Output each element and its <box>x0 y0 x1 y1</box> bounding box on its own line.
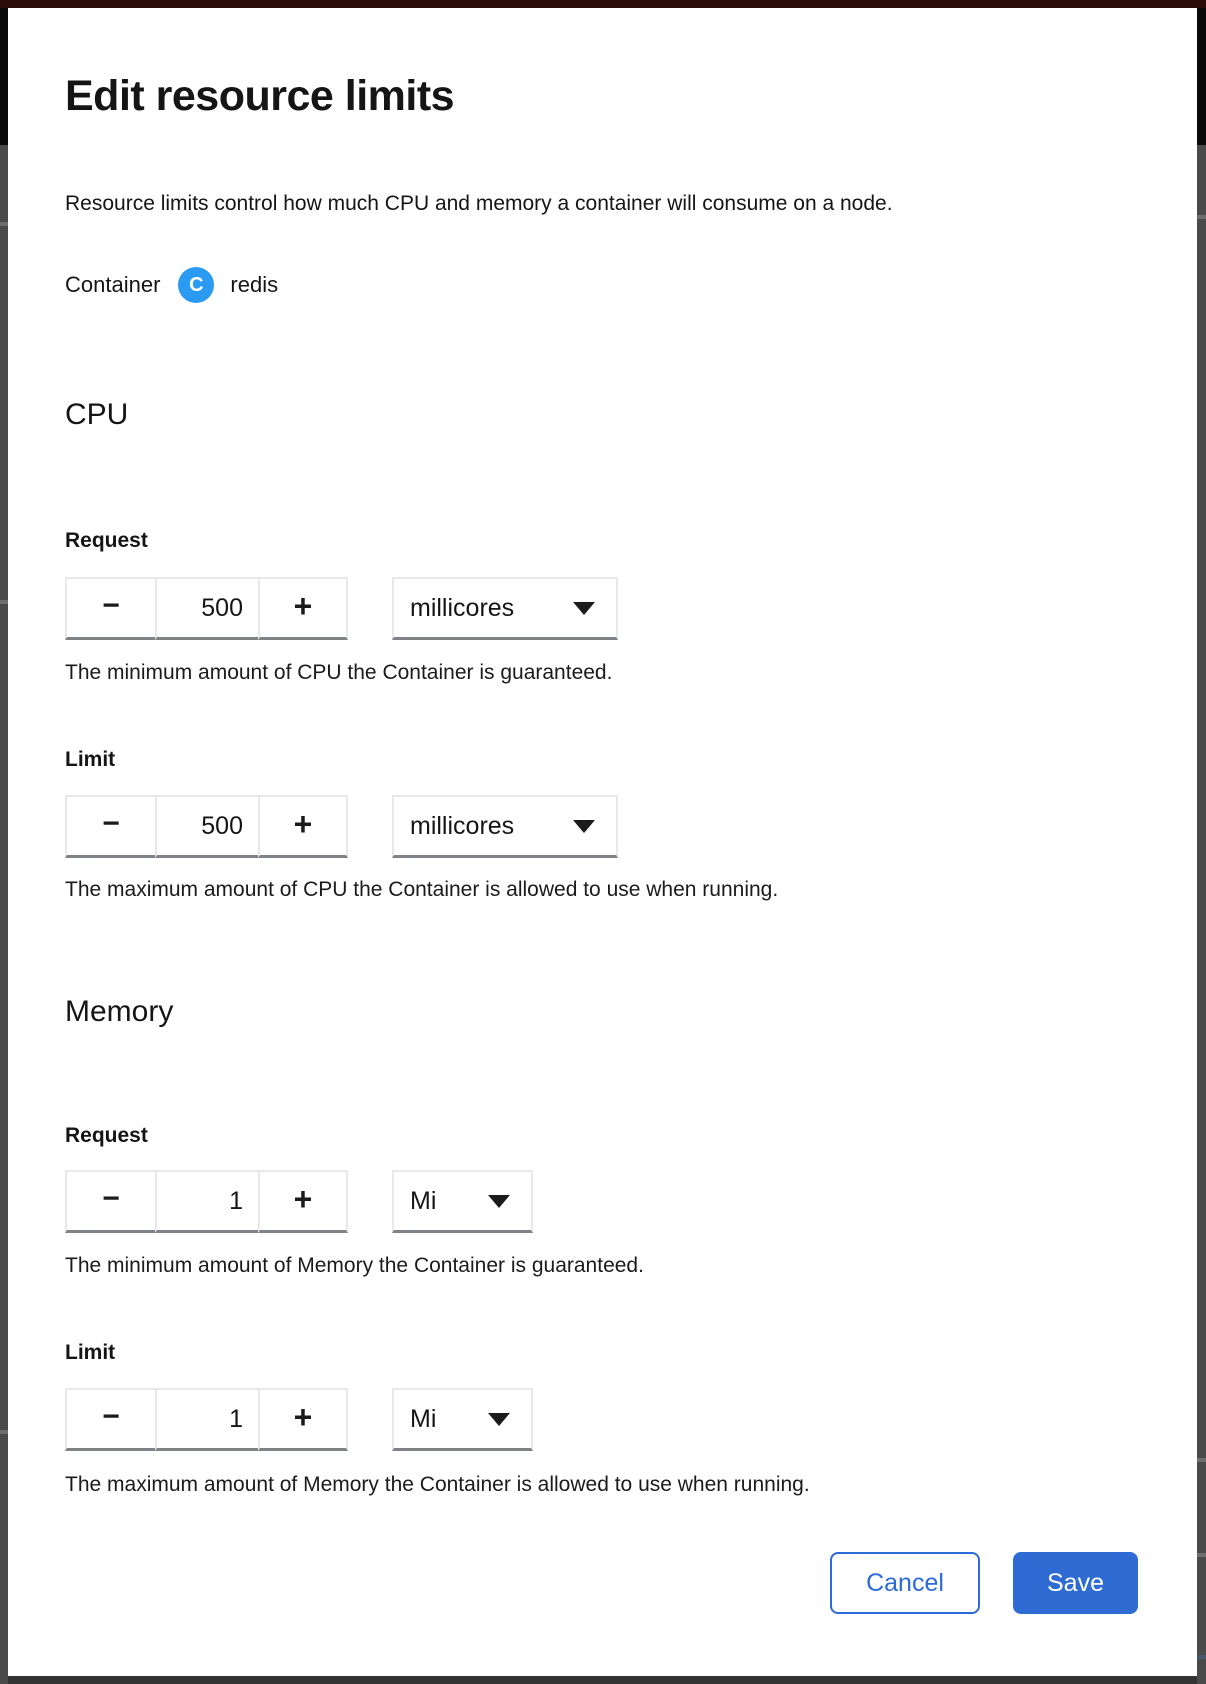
cpu-request-row <box>65 577 1138 640</box>
unit-select-value: Mi <box>410 1186 437 1215</box>
cpu-request-unit-select[interactable] <box>392 577 618 640</box>
plus-button[interactable]: + <box>258 577 348 640</box>
modal-footer <box>65 1552 1138 1614</box>
minus-button[interactable]: − <box>65 1170 157 1233</box>
minus-button[interactable]: − <box>65 1388 157 1451</box>
memory-limit-row <box>65 1388 1138 1451</box>
memory-limit-input[interactable] <box>155 1388 260 1451</box>
caret-down-icon <box>488 1195 510 1208</box>
caret-down-icon <box>573 602 595 615</box>
modal-description: Resource limits control how much CPU and memory a container will consume on a node. <box>65 192 893 215</box>
edit-resource-limits-modal <box>8 8 1197 1676</box>
cpu-limit-help: The maximum amount of CPU the Container is allowed to use when running. <box>65 878 779 901</box>
memory-request-input[interactable] <box>155 1170 260 1233</box>
backdrop-left-bar <box>0 8 8 1684</box>
backdrop-divider <box>0 222 8 226</box>
backdrop-divider <box>0 1430 8 1434</box>
cancel-button[interactable]: Cancel <box>830 1552 980 1614</box>
backdrop-bottom-bar <box>8 1676 1197 1684</box>
plus-button[interactable]: + <box>258 795 348 858</box>
unit-select-value: millicores <box>410 593 515 622</box>
modal-title: Edit resource limits <box>65 72 455 120</box>
save-button[interactable]: Save <box>1013 1552 1138 1614</box>
section-heading-memory: Memory <box>65 995 174 1028</box>
cpu-request-input[interactable] <box>155 577 260 640</box>
cpu-limit-stepper <box>65 795 348 858</box>
plus-button[interactable]: + <box>258 1170 348 1233</box>
backdrop-left-masthead <box>0 8 8 145</box>
container-row <box>65 265 1138 305</box>
unit-select-value: millicores <box>410 811 515 840</box>
container-badge-icon: C <box>178 267 214 303</box>
memory-limit-unit-select[interactable] <box>392 1388 533 1451</box>
plus-button[interactable]: + <box>258 1388 348 1451</box>
cpu-request-stepper <box>65 577 348 640</box>
backdrop-right-masthead <box>1197 8 1206 145</box>
field-label-cpu-request: Request <box>65 529 148 552</box>
backdrop-divider <box>0 600 8 604</box>
caret-down-icon <box>573 820 595 833</box>
container-name: redis <box>230 272 279 297</box>
container-label: Container <box>65 272 161 297</box>
minus-button[interactable]: − <box>65 577 157 640</box>
minus-button[interactable]: − <box>65 795 157 858</box>
backdrop-top-bar <box>0 0 1206 8</box>
backdrop-divider <box>1197 1655 1206 1659</box>
backdrop-right-bar <box>1197 8 1206 1684</box>
backdrop-divider <box>1197 215 1206 219</box>
backdrop-divider <box>1197 1553 1206 1557</box>
cpu-limit-row <box>65 795 1138 858</box>
memory-request-stepper <box>65 1170 348 1233</box>
cpu-limit-unit-select[interactable] <box>392 795 618 858</box>
section-heading-cpu: CPU <box>65 398 129 431</box>
backdrop-divider <box>1197 1458 1206 1462</box>
caret-down-icon <box>488 1413 510 1426</box>
field-label-memory-request: Request <box>65 1124 148 1147</box>
memory-request-unit-select[interactable] <box>392 1170 533 1233</box>
field-label-memory-limit: Limit <box>65 1341 116 1364</box>
memory-request-row <box>65 1170 1138 1233</box>
memory-limit-stepper <box>65 1388 348 1451</box>
unit-select-value: Mi <box>410 1404 437 1433</box>
field-label-cpu-limit: Limit <box>65 748 116 771</box>
cpu-limit-input[interactable] <box>155 795 260 858</box>
cpu-request-help: The minimum amount of CPU the Container is guaranteed. <box>65 661 613 684</box>
memory-request-help: The minimum amount of Memory the Container is guaranteed. <box>65 1254 644 1277</box>
memory-limit-help: The maximum amount of Memory the Container is allowed to use when running. <box>65 1473 810 1496</box>
